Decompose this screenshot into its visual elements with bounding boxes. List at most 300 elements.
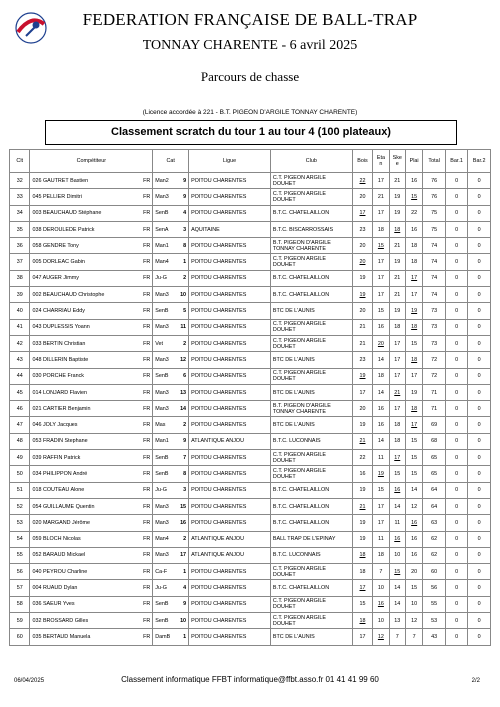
rank-cell: 60 — [16, 633, 23, 640]
club-cell: C.T. PIGEON ARGILE DOUHET — [272, 598, 326, 611]
score-plai: 18 — [411, 356, 418, 363]
competitor-name: 024 CHARRIAU Eddy — [32, 308, 85, 315]
league-cell: POITOU CHARENTES — [191, 291, 247, 298]
barrage1-cell: 0 — [455, 226, 459, 233]
col-header: Bois — [352, 150, 372, 173]
category: Man3 — [155, 324, 169, 331]
category-rank: 2 — [183, 536, 187, 543]
category-rank: 2 — [183, 275, 187, 282]
barrage2-cell: 0 — [477, 454, 481, 461]
table-row — [10, 270, 491, 286]
score-etan: 15 — [377, 487, 384, 494]
club-cell: BTC DE L'AUNIS — [272, 422, 315, 429]
score-plai: 15 — [411, 193, 418, 200]
col-header: Compétiteur — [30, 150, 153, 173]
table-row — [10, 498, 491, 514]
table-row — [10, 335, 491, 351]
category: Man2 — [155, 177, 169, 184]
club-cell: C.T. PIGEON ARGILE DOUHET — [272, 174, 326, 187]
score-skee: 15 — [394, 470, 401, 477]
col-header: Bar.1 — [445, 150, 468, 173]
category-rank: 10 — [180, 291, 187, 298]
league-cell: POITOU CHARENTES — [191, 210, 247, 217]
rank-cell: 59 — [16, 617, 23, 624]
rank-cell: 37 — [16, 259, 23, 266]
barrage2-cell: 0 — [477, 291, 481, 298]
club-cell: C.T. PIGEON ARGILE DOUHET — [272, 451, 326, 464]
barrage1-cell: 0 — [455, 291, 459, 298]
barrage2-cell: 0 — [477, 470, 481, 477]
score-plai: 18 — [411, 242, 418, 249]
total-cell: 76 — [431, 177, 438, 184]
rank-cell: 58 — [16, 601, 23, 608]
score-bois: 20 — [359, 242, 366, 249]
rank-cell: 46 — [16, 405, 23, 412]
league-cell: POITOU CHARENTES — [191, 617, 247, 624]
table-row — [10, 613, 491, 629]
score-skee: 17 — [394, 373, 401, 380]
barrage2-cell: 0 — [477, 601, 481, 608]
score-bois: 19 — [359, 536, 366, 543]
score-etan: 12 — [377, 633, 384, 640]
score-etan: 7 — [379, 568, 383, 575]
league-cell: POITOU CHARENTES — [191, 242, 247, 249]
table-row — [10, 596, 491, 612]
nationality: FR — [143, 438, 151, 445]
table-row — [10, 189, 491, 205]
score-skee: 21 — [394, 291, 401, 298]
score-bois: 23 — [359, 226, 366, 233]
score-bois: 17 — [359, 210, 366, 217]
table-row — [10, 319, 491, 335]
barrage1-cell: 0 — [455, 210, 459, 217]
barrage2-cell: 0 — [477, 242, 481, 249]
nationality: FR — [143, 422, 151, 429]
col-header: Club — [270, 150, 352, 173]
category: Man3 — [155, 291, 169, 298]
nationality: FR — [143, 242, 151, 249]
league-cell: POITOU CHARENTES — [191, 356, 247, 363]
competitor-name: 059 BLOCH Nicolas — [32, 536, 81, 543]
barrage1-cell: 0 — [455, 470, 459, 477]
barrage2-cell: 0 — [477, 503, 481, 510]
club-cell: B.T. PIGEON D'ARGILE TONNAY CHARENTE — [272, 402, 331, 415]
rank-cell: 39 — [16, 291, 23, 298]
score-etan: 18 — [377, 226, 384, 233]
category: SenB — [155, 210, 169, 217]
score-plai: 15 — [411, 470, 418, 477]
category: SenB — [155, 470, 169, 477]
competitor-name: 039 RAFFIN Patrick — [32, 454, 81, 461]
total-cell: 62 — [431, 536, 438, 543]
nationality: FR — [143, 454, 151, 461]
score-bois: 22 — [359, 177, 366, 184]
score-plai: 14 — [411, 487, 418, 494]
category: Ju-G — [155, 487, 167, 494]
category: SenB — [155, 601, 169, 608]
score-bois: 19 — [359, 275, 366, 282]
barrage2-cell: 0 — [477, 633, 481, 640]
total-cell: 64 — [431, 503, 438, 510]
total-cell: 72 — [431, 373, 438, 380]
federation-title: FEDERATION FRANÇAISE DE BALL-TRAP — [82, 10, 418, 29]
total-cell: 74 — [431, 291, 438, 298]
table-row — [10, 580, 491, 596]
score-bois: 21 — [359, 324, 366, 331]
barrage1-cell: 0 — [455, 193, 459, 200]
category: SenB — [155, 617, 169, 624]
barrage2-cell: 0 — [477, 210, 481, 217]
score-plai: 16 — [411, 519, 418, 526]
competitor-name: 003 BEAUCHAUD Stéphane — [32, 210, 102, 217]
score-etan: 11 — [378, 536, 384, 543]
score-skee: 13 — [394, 617, 401, 624]
league-cell: POITOU CHARENTES — [191, 193, 247, 200]
score-etan: 17 — [377, 291, 384, 298]
total-cell: 65 — [431, 470, 438, 477]
category: SenB — [155, 454, 169, 461]
league-cell: POITOU CHARENTES — [191, 503, 247, 510]
barrage1-cell: 0 — [455, 617, 459, 624]
total-cell: 60 — [431, 568, 438, 575]
total-cell: 65 — [431, 454, 438, 461]
nationality: FR — [143, 308, 151, 315]
score-etan: 18 — [377, 552, 384, 559]
score-plai: 15 — [411, 454, 418, 461]
score-bois: 19 — [359, 373, 366, 380]
league-cell: ATLANTIQUE ANJOU — [191, 552, 244, 559]
score-plai: 17 — [411, 422, 418, 429]
competitor-name: 021 CARTIER Benjamin — [32, 405, 91, 412]
category-rank: 9 — [183, 438, 187, 445]
score-skee: 21 — [394, 242, 401, 249]
club-cell: B.T. PIGEON D'ARGILE TONNAY CHARENTE — [272, 239, 331, 252]
league-cell: POITOU CHARENTES — [191, 454, 247, 461]
score-etan: 21 — [377, 193, 384, 200]
page-number: 2/2 — [471, 678, 480, 684]
table-row — [10, 254, 491, 270]
nationality: FR — [143, 487, 151, 494]
col-header: Ligue — [189, 150, 271, 173]
score-etan: 20 — [377, 340, 384, 347]
club-cell: BTC DE L'AUNIS — [272, 308, 315, 315]
category-rank: 9 — [183, 193, 187, 200]
barrage1-cell: 0 — [455, 340, 459, 347]
score-plai: 16 — [411, 536, 418, 543]
rank-cell: 52 — [16, 503, 23, 510]
competitor-name: 033 BERTIN Christian — [32, 340, 86, 347]
club-cell: B.T.C. CHATELAILLON — [272, 210, 330, 217]
score-etan: 17 — [377, 503, 384, 510]
club-cell: C.T. PIGEON ARGILE DOUHET — [272, 256, 326, 269]
table-row — [10, 547, 491, 563]
category: Man3 — [155, 405, 169, 412]
score-bois: 20 — [359, 405, 366, 412]
barrage1-cell: 0 — [455, 568, 459, 575]
total-cell: 62 — [431, 552, 438, 559]
score-bois: 23 — [359, 356, 366, 363]
league-cell: POITOU CHARENTES — [191, 470, 247, 477]
category: Ju-G — [155, 275, 167, 282]
score-plai: 12 — [411, 503, 418, 510]
barrage2-cell: 0 — [477, 536, 481, 543]
club-cell: B.T.C. CHATELAILLON — [272, 487, 330, 494]
competitor-name: 043 DUPLESSIS Yoann — [32, 324, 90, 331]
score-bois: 15 — [359, 601, 366, 608]
league-cell: POITOU CHARENTES — [191, 308, 247, 315]
category: Man3 — [155, 356, 169, 363]
score-bois: 21 — [359, 340, 366, 347]
category-rank: 17 — [180, 552, 187, 559]
nationality: FR — [143, 356, 151, 363]
score-skee: 18 — [394, 422, 401, 429]
rank-cell: 33 — [16, 193, 23, 200]
club-cell: BALL TRAP DE L'EPINAY — [272, 536, 336, 543]
club-cell: BTC DE L'AUNIS — [272, 356, 315, 363]
total-cell: 71 — [431, 405, 438, 412]
nationality: FR — [143, 601, 151, 608]
score-plai: 20 — [411, 568, 418, 575]
category: Ca-F — [155, 568, 168, 575]
club-cell: B.T.C. CHATELAILLON — [272, 503, 330, 510]
nationality: FR — [143, 552, 151, 559]
competitor-name: 054 GUILLAUME Quentin — [32, 503, 95, 510]
barrage2-cell: 0 — [477, 422, 481, 429]
score-plai: 18 — [411, 324, 418, 331]
table-row — [10, 173, 491, 189]
score-bois: 17 — [359, 585, 366, 592]
league-cell: POITOU CHARENTES — [191, 389, 247, 396]
nationality: FR — [143, 324, 151, 331]
score-plai: 18 — [411, 259, 418, 266]
table-row — [10, 450, 491, 466]
category-rank: 9 — [183, 177, 187, 184]
table-row — [10, 466, 491, 482]
table-row — [10, 221, 491, 237]
nationality: FR — [143, 340, 151, 347]
score-plai: 17 — [411, 373, 418, 380]
competitor-name: 036 SAEUR Yves — [32, 601, 75, 608]
total-cell: 73 — [431, 324, 438, 331]
barrage2-cell: 0 — [477, 177, 481, 184]
barrage2-cell: 0 — [477, 340, 481, 347]
score-skee: 19 — [394, 259, 401, 266]
score-bois: 21 — [359, 503, 366, 510]
category: SenA — [155, 226, 169, 233]
score-plai: 17 — [411, 291, 418, 298]
category: Man4 — [155, 259, 169, 266]
score-etan: 18 — [377, 373, 384, 380]
footer-date: 06/04/2025 — [14, 678, 45, 684]
league-cell: POITOU CHARENTES — [191, 324, 247, 331]
club-cell: B.T.C. CHATELAILLON — [272, 585, 330, 592]
nationality: FR — [143, 405, 151, 412]
barrage2-cell: 0 — [477, 389, 481, 396]
category: Man1 — [155, 242, 169, 249]
score-plai: 15 — [411, 585, 418, 592]
category-rank: 1 — [183, 633, 187, 640]
barrage1-cell: 0 — [455, 536, 459, 543]
nationality: FR — [143, 503, 151, 510]
score-bois: 19 — [359, 291, 366, 298]
barrage1-cell: 0 — [455, 422, 459, 429]
score-etan: 17 — [377, 177, 384, 184]
barrage2-cell: 0 — [477, 585, 481, 592]
category: Man1 — [155, 438, 169, 445]
competitor-name: 005 DORLEAC Gabin — [32, 259, 85, 266]
total-cell: 56 — [431, 585, 438, 592]
total-cell: 75 — [431, 210, 438, 217]
score-skee: 10 — [394, 552, 401, 559]
competitor-name: 045 PELLIER Dimitri — [32, 193, 82, 200]
barrage2-cell: 0 — [477, 259, 481, 266]
league-cell: POITOU CHARENTES — [191, 633, 247, 640]
rank-cell: 49 — [16, 454, 23, 461]
rank-cell: 56 — [16, 568, 23, 575]
score-bois: 17 — [359, 389, 366, 396]
col-header: Bar.2 — [468, 150, 491, 173]
score-plai: 17 — [411, 275, 418, 282]
score-plai: 15 — [411, 438, 418, 445]
category-rank: 12 — [180, 356, 187, 363]
table-row — [10, 433, 491, 449]
club-cell: C.T. PIGEON ARGILE DOUHET — [272, 467, 326, 480]
rank-cell: 45 — [16, 389, 23, 396]
category-rank: 1 — [183, 568, 187, 575]
barrage1-cell: 0 — [455, 601, 459, 608]
score-plai: 22 — [411, 210, 418, 217]
nationality: FR — [143, 259, 151, 266]
category-rank: 3 — [183, 226, 187, 233]
total-cell: 73 — [431, 308, 438, 315]
nationality: FR — [143, 226, 151, 233]
nationality: FR — [143, 210, 151, 217]
score-bois: 20 — [359, 308, 366, 315]
category: Man3 — [155, 389, 169, 396]
category: Vet — [155, 340, 164, 347]
competitor-name: 038 DEROULEDE Patrick — [32, 226, 95, 233]
category: Ju-G — [155, 585, 167, 592]
league-cell: POITOU CHARENTES — [191, 259, 247, 266]
score-etan: 17 — [377, 259, 384, 266]
barrage1-cell: 0 — [455, 585, 459, 592]
competitor-name: 040 PEYROU Charline — [32, 568, 88, 575]
competitor-name: 048 DILLERIN Baptiste — [32, 356, 89, 363]
nationality: FR — [143, 568, 151, 575]
barrage2-cell: 0 — [477, 193, 481, 200]
category: Man4 — [155, 536, 169, 543]
category: Man3 — [155, 193, 169, 200]
total-cell: 73 — [431, 340, 438, 347]
nationality: FR — [143, 193, 151, 200]
score-plai: 16 — [411, 177, 418, 184]
barrage1-cell: 0 — [455, 389, 459, 396]
score-skee: 17 — [394, 340, 401, 347]
barrage1-cell: 0 — [455, 487, 459, 494]
score-bois: 19 — [359, 487, 366, 494]
barrage2-cell: 0 — [477, 324, 481, 331]
score-skee: 18 — [394, 324, 401, 331]
discipline-title: Parcours de chasse — [200, 69, 300, 84]
score-plai: 12 — [411, 617, 418, 624]
score-bois: 20 — [359, 193, 366, 200]
barrage2-cell: 0 — [477, 405, 481, 412]
league-cell: POITOU CHARENTES — [191, 601, 247, 608]
category-rank: 1 — [183, 259, 187, 266]
score-plai: 18 — [411, 405, 418, 412]
category: Man3 — [155, 519, 169, 526]
score-skee: 14 — [394, 585, 401, 592]
league-cell: POITOU CHARENTES — [191, 340, 247, 347]
club-cell: B.T.C. CHATELAILLON — [272, 291, 330, 298]
category-rank: 13 — [180, 389, 187, 396]
total-cell: 71 — [431, 389, 438, 396]
score-etan: 10 — [377, 617, 384, 624]
barrage1-cell: 0 — [455, 242, 459, 249]
table-row — [10, 352, 491, 368]
score-skee: 19 — [394, 193, 401, 200]
barrage1-cell: 0 — [455, 503, 459, 510]
club-cell: C.T. PIGEON ARGILE DOUHET — [272, 321, 326, 334]
rank-cell: 35 — [16, 226, 23, 233]
rank-cell: 55 — [16, 552, 23, 559]
score-skee: 14 — [394, 601, 401, 608]
barrage2-cell: 0 — [477, 519, 481, 526]
score-etan: 16 — [377, 324, 384, 331]
rank-cell: 48 — [16, 438, 23, 445]
score-skee: 21 — [394, 389, 401, 396]
club-cell: C.T. PIGEON ARGILE DOUHET — [272, 614, 326, 627]
barrage2-cell: 0 — [477, 275, 481, 282]
category-rank: 14 — [180, 405, 187, 412]
score-skee: 16 — [394, 536, 401, 543]
score-plai: 15 — [411, 340, 418, 347]
col-header: Plai — [405, 150, 422, 173]
competitor-name: 053 FRADIN Stephane — [32, 438, 88, 445]
competitor-name: 018 COUTEAU Alone — [32, 487, 85, 494]
footer-contact: Classement informatique FFBT informatique@ffbt.asso.fr 01 41 41 99 60 — [121, 675, 379, 684]
league-cell: POITOU CHARENTES — [191, 177, 247, 184]
barrage1-cell: 0 — [455, 356, 459, 363]
club-cell: B.T.C. LUCONNAIS — [272, 438, 321, 445]
total-cell: 74 — [431, 242, 438, 249]
total-cell: 53 — [431, 617, 438, 624]
competitor-name: 046 JOLY Jacques — [32, 422, 78, 429]
league-cell: POITOU CHARENTES — [191, 373, 247, 380]
table-row — [10, 417, 491, 433]
score-skee: 19 — [394, 210, 401, 217]
nationality: FR — [143, 617, 151, 624]
rank-cell: 47 — [16, 422, 23, 429]
col-header: Total — [423, 150, 446, 173]
league-cell: ATLANTIQUE ANJOU — [191, 438, 244, 445]
barrage1-cell: 0 — [455, 454, 459, 461]
category-rank: 2 — [183, 422, 187, 429]
barrage2-cell: 0 — [477, 226, 481, 233]
rank-cell: 38 — [16, 275, 23, 282]
barrage1-cell: 0 — [455, 633, 459, 640]
category-rank: 15 — [180, 503, 187, 510]
score-etan: 11 — [378, 454, 384, 461]
table-row — [10, 531, 491, 547]
rank-cell: 44 — [16, 373, 23, 380]
competitor-name: 002 BEAUCHAUD Christophe — [32, 291, 105, 298]
category-rank: 3 — [183, 487, 187, 494]
score-plai: 16 — [411, 226, 418, 233]
category-rank: 9 — [183, 601, 187, 608]
barrage1-cell: 0 — [455, 438, 459, 445]
score-skee: 15 — [394, 568, 401, 575]
